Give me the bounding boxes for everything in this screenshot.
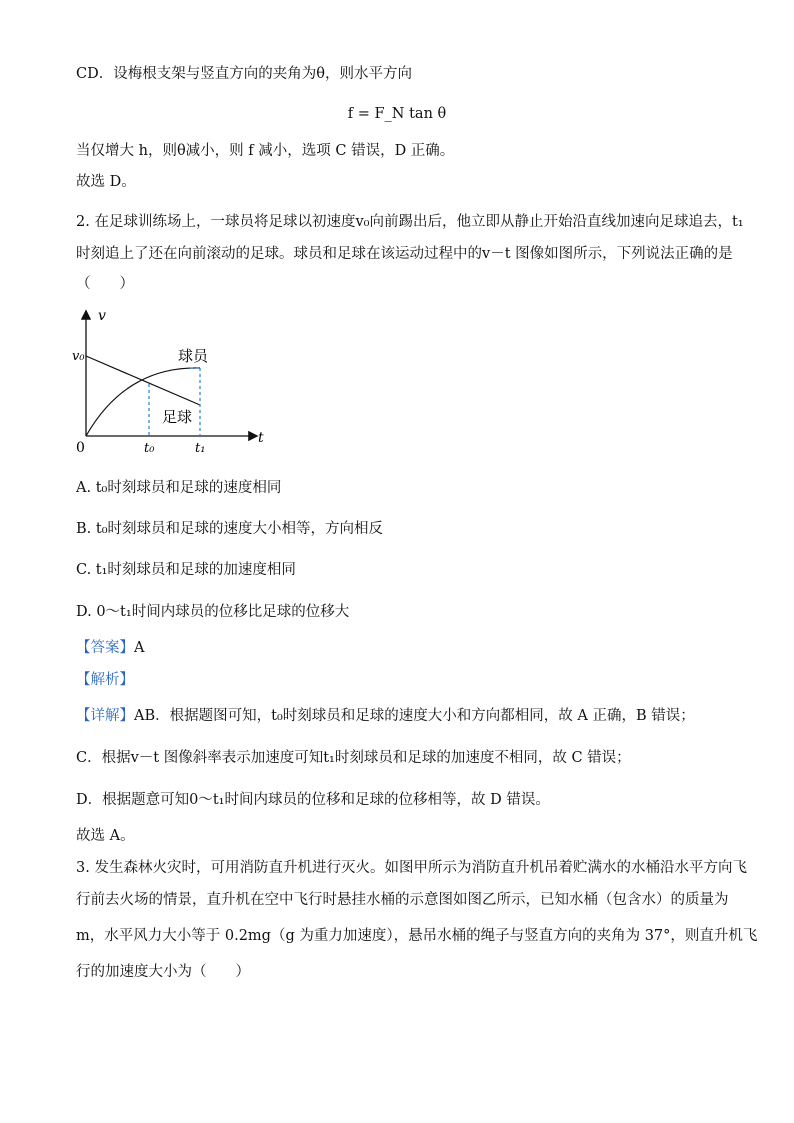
answer-line: [76, 638, 144, 658]
t1-label: t₁: [195, 441, 206, 454]
vt-graph: [66, 304, 286, 454]
formula-friction: f = F_N tan θ: [347, 106, 447, 122]
analysis-line: [76, 670, 134, 690]
origin-label: 0: [76, 440, 85, 454]
answer-value: A: [134, 640, 145, 656]
y-axis-label: v: [98, 308, 106, 324]
detail-line-2: C．根据v－t 图像斜率表示加速度可知t₁时刻球员和足球的加速度不相同，故 C 错误；: [76, 750, 631, 766]
question-2-line-3: （ ）: [76, 276, 134, 292]
t0-label: t₀: [144, 441, 155, 454]
detail-text-1: AB．根据题图可知，t₀时刻球员和足球的速度大小和方向都相同，故 A 正确，B 错误；: [134, 708, 695, 724]
detail-line-4: 故选 A。: [76, 828, 135, 844]
option-a: A. t₀时刻球员和足球的速度相同: [76, 480, 282, 496]
v0-label: v₀: [72, 349, 85, 364]
detail-line-3: D．根据题意可知0～t₁时间内球员的位移和足球的位移相等，故 D 错误。: [76, 792, 550, 808]
text-line-conclusion: 当仅增大 h，则θ减小，则 f 减小，选项 C 错误，D 正确。: [76, 143, 455, 159]
question-3-line-3: m，水平风力大小等于 0.2mg（g 为重力加速度），悬吊水桶的绳子与竖直方向的夹角为 37°，则直升机飞: [76, 928, 758, 944]
question-3-line-4: 行的加速度大小为（ ）: [76, 964, 250, 980]
question-2-line-2: 时刻追上了还在向前滚动的足球。球员和足球在该运动过程中的v－t 图像如图所示，下列说法正确的是: [76, 246, 733, 262]
ball-label: 足球: [162, 408, 193, 426]
option-d: D. 0～t₁时间内球员的位移比足球的位移大: [76, 604, 350, 620]
question-3-line-2: 行前去火场的情景，直升机在空中飞行时悬挂水桶的示意图如图乙所示，已知水桶（包含水）的质量为: [76, 892, 729, 908]
option-c: C. t₁时刻球员和足球的加速度相同: [76, 562, 296, 578]
x-axis-label: t: [258, 430, 264, 446]
analysis-tag: 【解析】: [76, 672, 134, 688]
detail-line-1: [76, 706, 695, 726]
text-line-cd: CD．设梅根支架与竖直方向的夹角为θ，则水平方向: [76, 66, 412, 82]
player-label: 球员: [178, 347, 209, 365]
question-2-line-1: 2. 在足球训练场上，一球员将足球以初速度v₀向前踢出后，他立即从静止开始沿直线加速向足球追去，t₁: [76, 214, 744, 230]
answer-tag: 【答案】: [76, 640, 134, 656]
text-line-choice-d: 故选 D。: [76, 174, 136, 190]
detail-tag: 【详解】: [76, 708, 134, 724]
option-b: B. t₀时刻球员和足球的速度大小相等，方向相反: [76, 521, 384, 537]
question-3-line-1: 3. 发生森林火灾时，可用消防直升机进行灭火。如图甲所示为消防直升机吊着贮满水的水桶沿水平方向飞: [76, 860, 747, 876]
